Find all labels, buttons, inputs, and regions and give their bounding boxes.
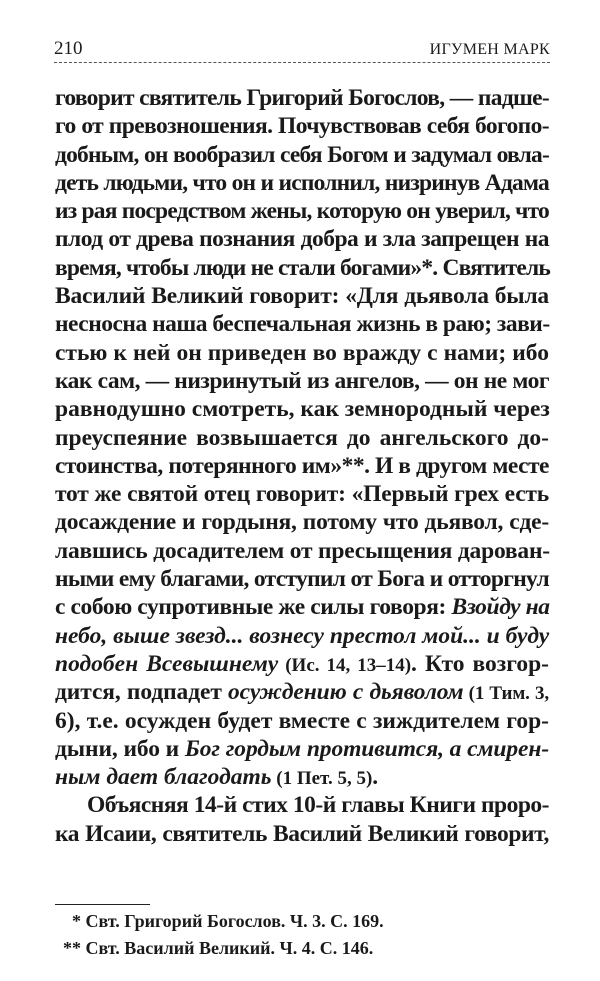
scripture-reference: (Ис. 14, 13–14) xyxy=(278,654,412,676)
text-run: . xyxy=(372,764,379,791)
text-line xyxy=(55,169,549,197)
footnote-1: * Свт. Григорий Богослов. Ч. 3. С. 169. xyxy=(72,911,384,931)
text-line xyxy=(55,593,549,621)
text-line xyxy=(55,820,549,848)
text-line xyxy=(55,84,549,112)
text-line xyxy=(55,537,549,565)
text-line xyxy=(55,791,549,819)
text-line xyxy=(55,141,549,169)
text-line xyxy=(55,424,549,452)
italic-quote: Взойду на xyxy=(451,594,550,621)
text-line xyxy=(55,707,549,735)
text-run: го от превозношения. Почувствовав себя богопо- xyxy=(55,113,549,140)
text-line xyxy=(55,225,549,253)
running-header xyxy=(54,36,550,63)
text-run: дыни, ибо и xyxy=(55,735,185,762)
scripture-reference: (1 Тим. 3, xyxy=(463,683,549,705)
text-run: преуспеяние возвышается до ангельского до- xyxy=(55,424,549,451)
italic-quote: ным дает благодать xyxy=(55,764,272,791)
text-run: добным, он вообразил себя Богом и задумал овла- xyxy=(55,141,549,168)
text-run: . Кто возгор- xyxy=(411,650,549,677)
text-run: плод от древа познания добра и зла запрещен на xyxy=(55,226,549,253)
footnote-2: ** Свт. Василий Великий. Ч. 4. С. 146. xyxy=(63,938,374,958)
text-run: с собою супротивные же силы говоря: xyxy=(55,594,452,621)
footnote-separator xyxy=(55,904,150,905)
body-text xyxy=(55,84,549,848)
italic-quote: подобен Всевышнему xyxy=(55,650,279,677)
italic-quote: Бог гордым противится, а смирен- xyxy=(184,735,550,762)
text-line xyxy=(55,254,549,282)
running-title: ИГУМЕН МАРК xyxy=(429,41,550,58)
page-number: 210 xyxy=(54,38,83,59)
text-line xyxy=(55,310,549,338)
text-line xyxy=(55,678,549,706)
text-line xyxy=(55,650,549,678)
text-run: равнодушно смотреть, как земнородный через xyxy=(55,396,550,423)
scripture-reference: (1 Пет. 5, 5) xyxy=(271,768,373,790)
text-run: дится, подпадет xyxy=(55,679,228,706)
text-run: несносна наша беспечальная жизнь в раю; зави- xyxy=(55,311,550,338)
footnotes xyxy=(55,908,549,962)
text-run: Объясняя 14-й стих 10-й главы Книги проро- xyxy=(87,792,549,819)
text-line xyxy=(55,735,549,763)
text-run: как сам, — низринутый из ангелов, — он не мог xyxy=(55,367,549,394)
text-line xyxy=(55,508,549,536)
text-run: досаждение и гордыня, потому что дьявол, сде- xyxy=(55,509,549,536)
text-run: время, чтобы люди не стали богами»*. Святитель xyxy=(55,254,550,281)
text-line xyxy=(55,622,549,650)
text-run: ными ему благами, отступил от Бога и отторгнул xyxy=(55,566,549,593)
text-line xyxy=(55,452,549,480)
text-run: Василий Великий говорит: «Для дьявола была xyxy=(55,283,549,310)
text-run: говорит святитель Григорий Богослов, — падше- xyxy=(55,85,549,111)
text-line xyxy=(55,480,549,508)
text-line xyxy=(55,367,549,395)
text-line xyxy=(55,197,549,225)
text-line xyxy=(55,395,549,423)
text-run: деть людьми, что он и исполнил, низринув Адама xyxy=(55,169,549,196)
text-line xyxy=(55,282,549,310)
text-run: лавшись досадителем от пресыщения дарован- xyxy=(55,537,550,564)
text-run: стоинства, потерянного им»**. И в другом месте xyxy=(55,452,549,479)
text-line xyxy=(55,112,549,140)
text-run: из рая посредством жены, которую он уверил, что xyxy=(55,198,549,225)
text-line xyxy=(55,565,549,593)
text-run: тот же святой отец говорит: «Первый грех есть xyxy=(55,481,549,508)
text-run: 6), т.е. осужден будет вместе с зиждителем гор- xyxy=(55,707,549,734)
text-run: ка Исаии, святитель Василий Великий говорит, xyxy=(55,820,549,847)
italic-quote: осуждению с дьяволом xyxy=(228,679,464,706)
italic-quote: небо, выше звезд... вознесу престол мой... и буду xyxy=(55,622,550,649)
text-line xyxy=(55,763,549,791)
text-line xyxy=(55,339,549,367)
text-run: стью к ней он приведен во вражду с нами; ибо xyxy=(55,339,549,366)
